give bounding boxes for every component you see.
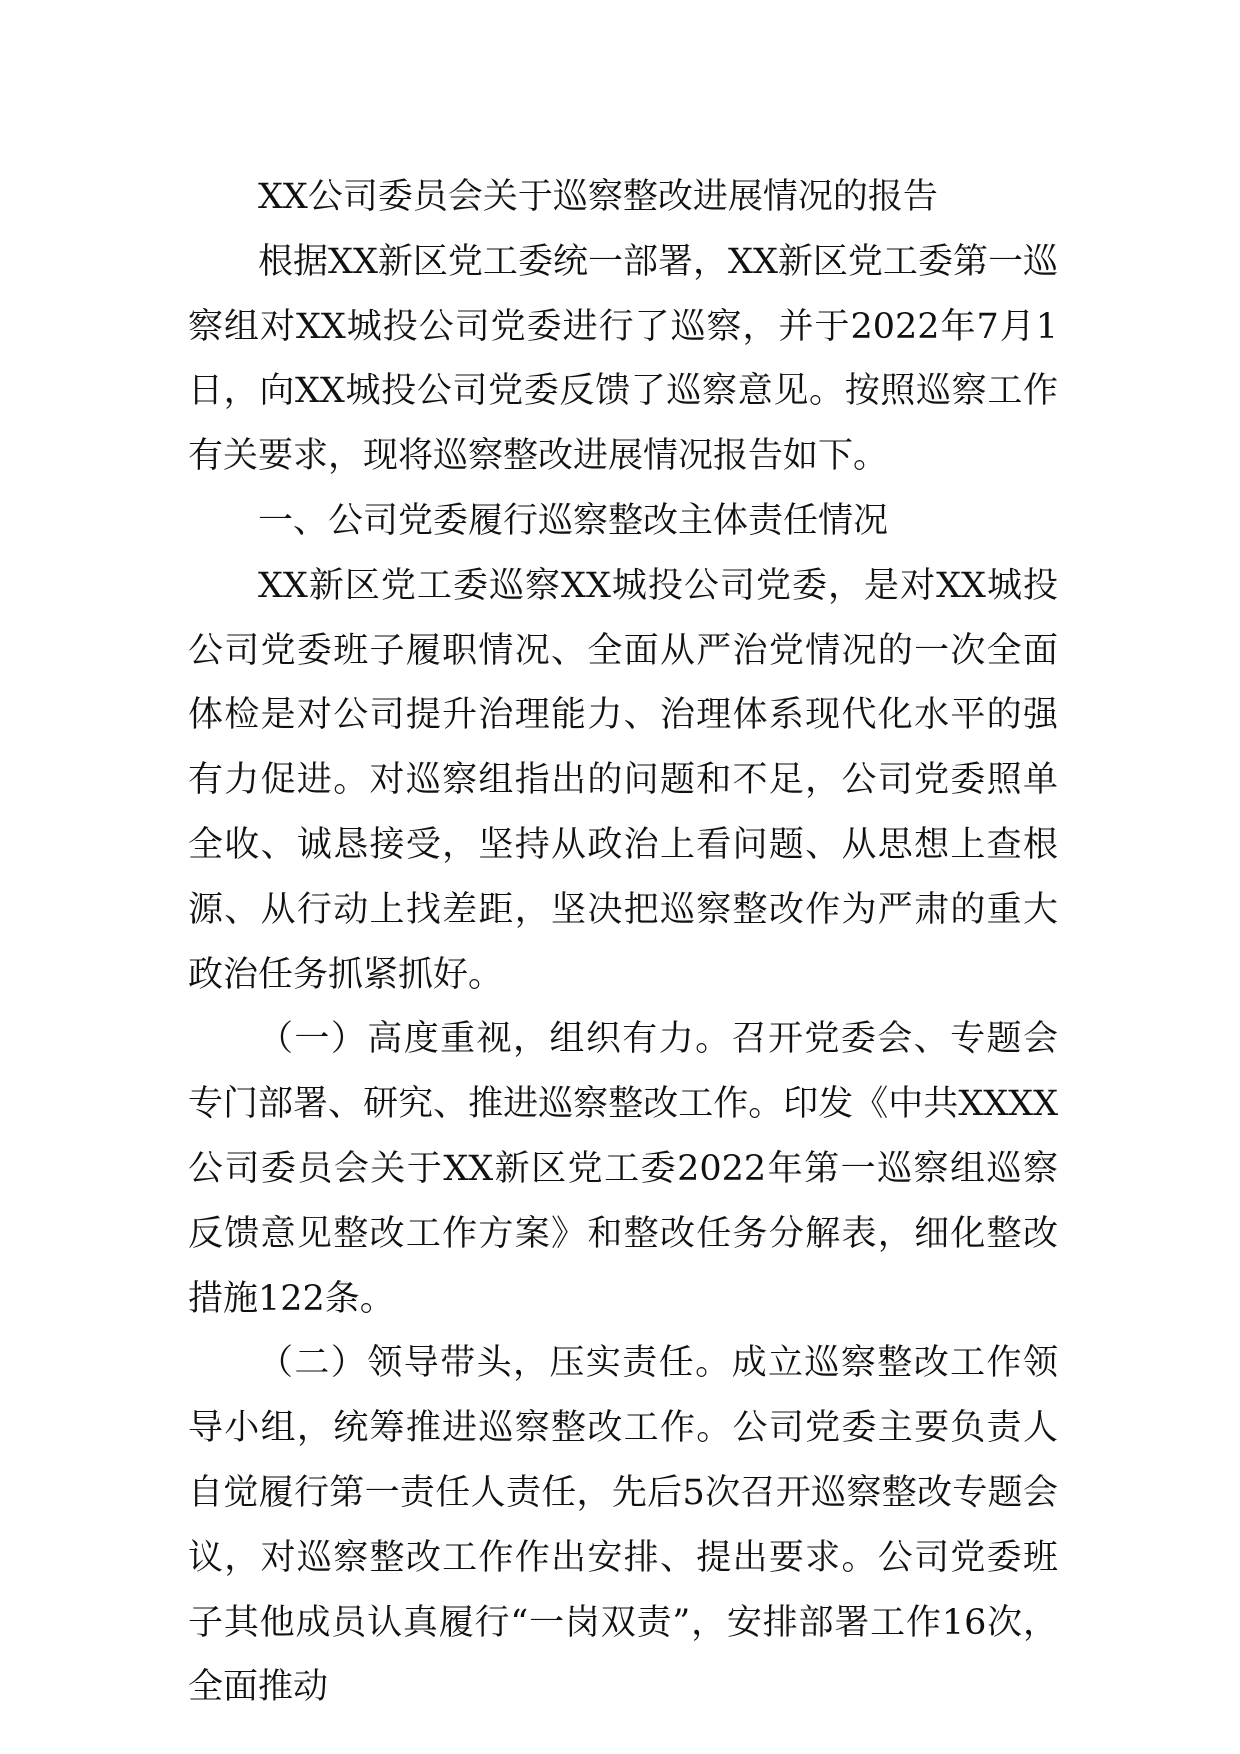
document-body <box>188 165 1058 1720</box>
paragraph-section-1: XX新区党工委巡察XX城投公司党委，是对XX城投公司党委班子履职情况、全面从严治党情况的一次全面体检是对公司提升治理能力、治理体系现代化水平的强有力促进。对巡察组指出的问题和不足，公司党委照单全收、诚恳接受，坚持从政治上看问题、从思想上查根源、从行动上找差距，坚决把巡察整改作为严肃的重大政治任务抓紧抓好。 <box>188 565 1058 995</box>
paragraph-item-2: （二）领导带头，压实责任。成立巡察整改工作领导小组，统筹推进巡察整改工作。公司党委主要负责人自觉履行第一责任人责任，先后5次召开巡察整改专题会议，对巡察整改工作作出安排、提出要求。公司党委班子其他成员认真履行“一岗双责”，安排部署工作16次，全面推动 <box>188 1343 1058 1708</box>
section-heading-1: 一、公司党委履行巡察整改主体责任情况 <box>258 500 889 541</box>
document-title: XX公司委员会关于巡察整改进展情况的报告 <box>258 177 938 217</box>
paragraph-intro: 根据XX新区党工委统一部署，XX新区党工委第一巡察组对XX城投公司党委进行了巡察，并于2022年7月1日，向XX城投公司党委反馈了巡察意见。按照巡察工作有关要求，现将巡察整改进展情况报告如下。 <box>188 241 1058 477</box>
paragraph-item-1: （一）高度重视，组织有力。召开党委会、专题会专门部署、研究、推进巡察整改工作。印发《中共XXXX公司委员会关于XX新区党工委2022年第一巡察组巡察反馈意见整改工作方案》和整改任务分解表，细化整改措施122条。 <box>188 1019 1058 1319</box>
